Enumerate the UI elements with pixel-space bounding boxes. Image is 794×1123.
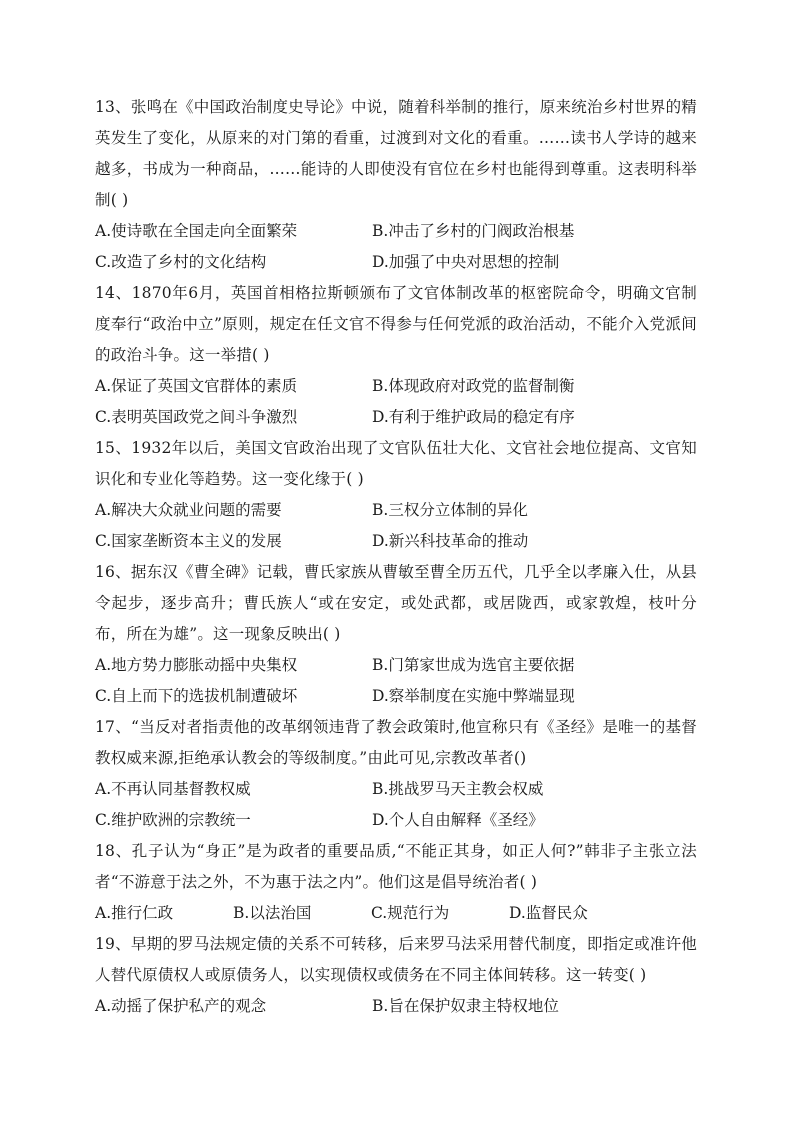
question-stem: 16、据东汉《曹全碑》记载，曹氏家族从曹敏至曹全历五代，几乎全以孝廉入仕，从县令起步，逐步高升；曹氏族人“或在安定，或处武都，或居陇西，或家敦煌，枝叶分布，所在为雄”。这一现象反映出( ): [95, 563, 697, 643]
option-b: B.旨在保护奴隶主特权地位: [372, 997, 559, 1015]
question-13: [95, 92, 697, 278]
option-d: D.新兴科技革命的推动: [372, 532, 529, 550]
option-a: A.地方势力膨胀动摇中央集权: [95, 656, 298, 674]
exam-page: [95, 92, 697, 1022]
option-c: C.改造了乡村的文化结构: [95, 253, 267, 271]
option-c: C.维护欧洲的宗教统一: [95, 811, 251, 829]
question-18: [95, 836, 697, 929]
question-stem: 19、早期的罗马法规定债的关系不可转移，后来罗马法采用替代制度，即指定或准许他人替代原债权人或原债务人，以实现债权或债务在不同主体间转移。这一转变( ): [95, 935, 697, 984]
option-d: D.个人自由解释《圣经》: [372, 811, 544, 829]
question-stem: 13、张鸣在《中国政治制度史导论》中说，随着科举制的推行，原来统治乡村世界的精英发生了变化，从原来的对门第的看重，过渡到对文化的看重。……读书人学诗的越来越多，书成为一种商品，……能诗的人即使没有官位在乡村也能得到尊重。这表明科举制( ): [95, 98, 697, 209]
question-16: [95, 557, 697, 712]
option-a: A.动摇了保护私产的观念: [95, 997, 267, 1015]
option-a: A.解决大众就业问题的需要: [95, 501, 282, 519]
option-d: D.有利于维护政局的稳定有序: [372, 408, 575, 426]
option-b: B.以法治国: [233, 904, 312, 922]
option-grid: [95, 650, 697, 712]
option-d: D.加强了中央对思想的控制: [372, 253, 560, 271]
option-c: C.规范行为: [371, 904, 450, 922]
option-a: A.使诗歌在全国走向全面繁荣: [95, 222, 298, 240]
option-b: B.挑战罗马天主教会权威: [372, 780, 544, 798]
option-row: [95, 898, 697, 929]
option-a: A.保证了英国文官群体的素质: [95, 377, 298, 395]
option-grid: [95, 991, 697, 1022]
option-b: B.冲击了乡村的门阀政治根基: [372, 222, 575, 240]
option-grid: [95, 774, 697, 836]
question-stem: 18、孔子认为“身正”是为政者的重要品质,“不能正其身，如正人何?”韩非子主张立法者“不游意于法之外，不为惠于法之内”。他们这是倡导统治者( ): [95, 842, 697, 891]
option-b: B.三权分立体制的异化: [372, 501, 528, 519]
question-stem: 14、1870年6月，英国首相格拉斯顿颁布了文官体制改革的枢密院命令，明确文官制度奉行“政治中立”原则，规定在任文官不得参与任何党派的政治活动，不能介入党派间的政治斗争。这一举措( ): [95, 284, 697, 364]
option-grid: [95, 495, 697, 557]
option-grid: [95, 371, 697, 433]
option-d: D.察举制度在实施中弊端显现: [372, 687, 575, 705]
question-14: [95, 278, 697, 433]
question-stem: 15、1932年以后，美国文官政治出现了文官队伍壮大化、文官社会地位提高、文官知识化和专业化等趋势。这一变化缘于( ): [95, 439, 698, 488]
option-a: A.推行仁政: [95, 904, 174, 922]
question-15: [95, 433, 697, 557]
option-c: C.表明英国政党之间斗争激烈: [95, 408, 298, 426]
question-stem: 17、“当反对者指责他的改革纲领违背了教会政策时,他宣称只有《圣经》是唯一的基督教权威来源,拒绝承认教会的等级制度。”由此可见,宗教改革者(): [95, 718, 697, 767]
question-19: [95, 929, 697, 1022]
option-grid: [95, 216, 697, 278]
option-b: B.体现政府对政党的监督制衡: [372, 377, 575, 395]
option-c: C.自上而下的选拔机制遭破坏: [95, 687, 298, 705]
option-c: C.国家垄断资本主义的发展: [95, 532, 282, 550]
option-b: B.门第家世成为选官主要依据: [372, 656, 575, 674]
question-17: [95, 712, 697, 836]
option-d: D.监督民众: [509, 904, 588, 922]
option-a: A.不再认同基督教权威: [95, 780, 251, 798]
